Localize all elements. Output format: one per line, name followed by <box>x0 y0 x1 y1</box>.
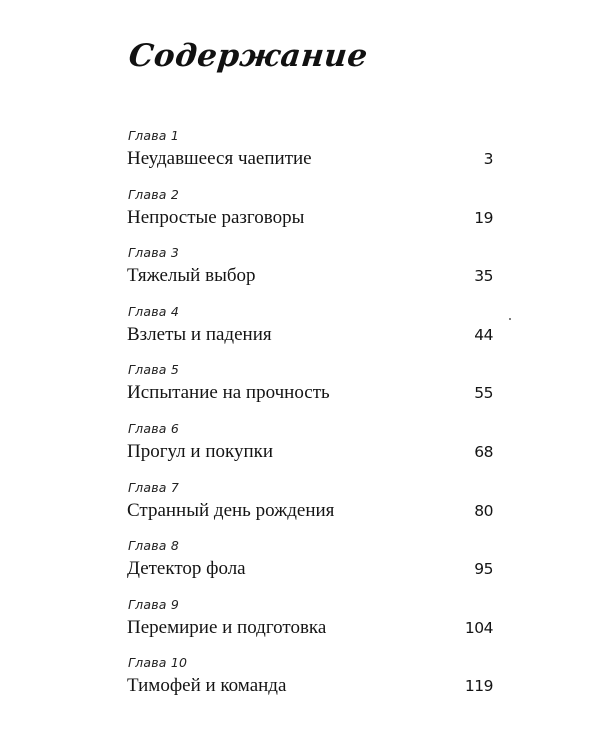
chapter-page-number: 44 <box>474 325 493 344</box>
chapter-label: Глава 6 <box>128 420 179 436</box>
toc-entry-6 <box>127 421 493 480</box>
toc-entry-7 <box>127 480 493 539</box>
chapter-page-number: 68 <box>474 442 493 461</box>
chapter-page-number: 80 <box>474 501 493 520</box>
chapter-page-number: 119 <box>464 677 493 696</box>
chapter-label: Глава 9 <box>128 596 179 612</box>
chapter-page-number: 35 <box>474 267 493 286</box>
chapter-label: Глава 3 <box>128 245 179 261</box>
chapter-page-number: 104 <box>464 618 493 637</box>
chapter-label: Глава 2 <box>128 186 179 202</box>
chapter-label: Глава 5 <box>128 362 179 378</box>
chapter-title: Прогул и покупки <box>127 440 274 462</box>
chapter-title: Странный день рождения <box>127 499 335 521</box>
toc-entry-10 <box>127 655 493 714</box>
chapter-title: Перемирие и подготовка <box>127 616 327 638</box>
chapter-title: Неудавшееся чаепитие <box>127 148 312 169</box>
chapter-label: Глава 4 <box>128 303 179 319</box>
toc-entry-8 <box>127 538 493 597</box>
chapter-page-number: 95 <box>474 560 493 579</box>
chapter-title: Непростые разговоры <box>127 206 305 228</box>
chapter-title: Взлеты и падения <box>127 323 272 345</box>
chapter-title: Тимофей и команда <box>127 675 287 697</box>
chapter-page-number: 3 <box>483 150 493 168</box>
print-speck <box>509 318 511 320</box>
chapter-label: Глава 1 <box>128 128 179 143</box>
toc-entry-1 <box>127 128 493 187</box>
toc-entry-2 <box>127 187 493 246</box>
chapter-page-number: 19 <box>474 208 493 227</box>
toc-list <box>127 128 493 714</box>
toc-title: Содержание <box>127 38 370 74</box>
chapter-title: Детектор фола <box>127 558 246 580</box>
chapter-label: Глава 10 <box>128 655 188 671</box>
chapter-title: Тяжелый выбор <box>127 265 256 287</box>
toc-entry-5 <box>127 362 493 421</box>
chapter-page-number: 55 <box>474 384 493 403</box>
toc-entry-9 <box>127 597 493 656</box>
toc-entry-3 <box>127 245 493 304</box>
chapter-title: Испытание на прочность <box>127 382 330 404</box>
chapter-label: Глава 8 <box>128 538 179 554</box>
chapter-label: Глава 7 <box>128 479 179 495</box>
toc-entry-4 <box>127 304 493 363</box>
